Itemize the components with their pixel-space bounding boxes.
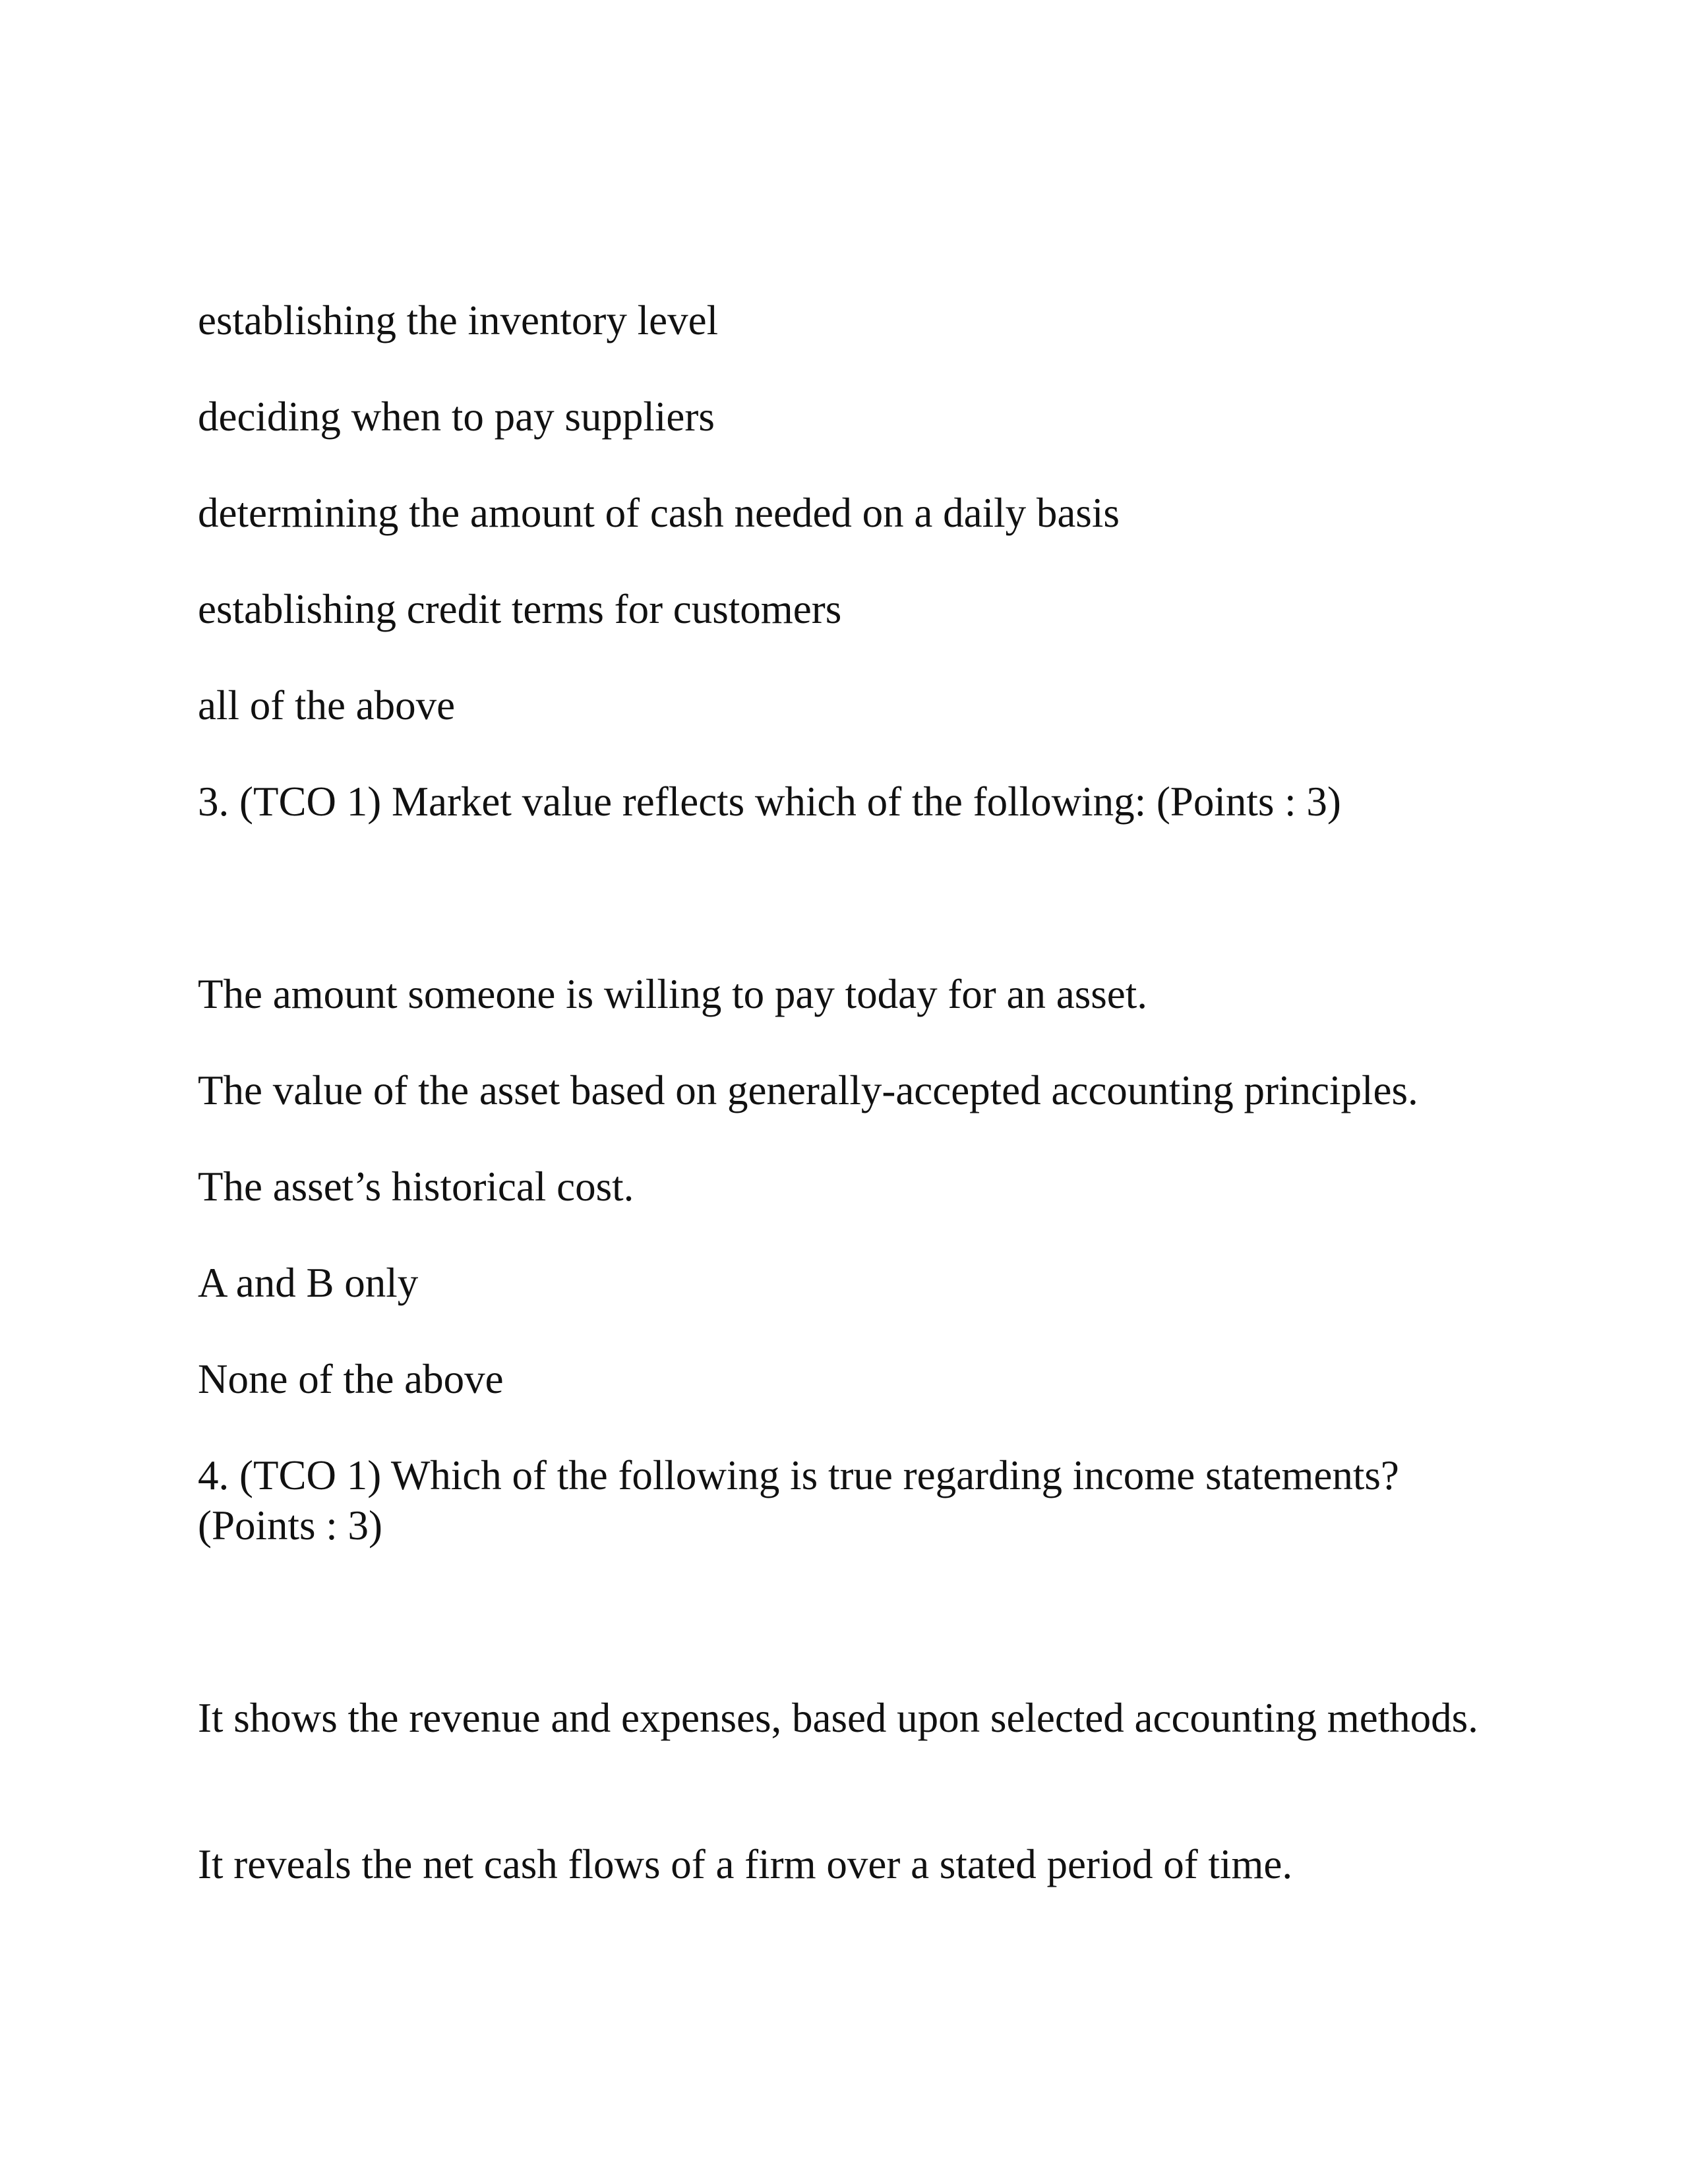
q3-option-1: The amount someone is willing to pay today for an asset. <box>198 971 1147 1017</box>
q3-option-2: The value of the asset based on generally-accepted accounting principles. <box>198 1067 1418 1113</box>
q3-option-3: The asset’s historical cost. <box>198 1164 634 1210</box>
q2-option-5: all of the above <box>198 682 456 728</box>
q3-question: 3. (TCO 1) Market value reflects which of the following: (Points : 3) <box>198 779 1341 825</box>
q2-option-1: establishing the inventory level <box>198 297 719 343</box>
q3-option-5: None of the above <box>198 1356 504 1402</box>
q4-option-2: It reveals the net cash flows of a firm over a stated period of time. <box>198 1841 1293 1887</box>
q2-option-2: deciding when to pay suppliers <box>198 394 715 440</box>
q2-option-4: establishing credit terms for customers <box>198 586 842 632</box>
q4-question: 4. (TCO 1) Which of the following is true regarding income statements? (Points : 3) <box>198 1452 1399 1549</box>
q3-option-4: A and B only <box>198 1260 419 1306</box>
q4-option-1: It shows the revenue and expenses, based upon selected accounting methods. <box>198 1695 1478 1741</box>
q2-option-3: determining the amount of cash needed on a daily basis <box>198 490 1120 536</box>
